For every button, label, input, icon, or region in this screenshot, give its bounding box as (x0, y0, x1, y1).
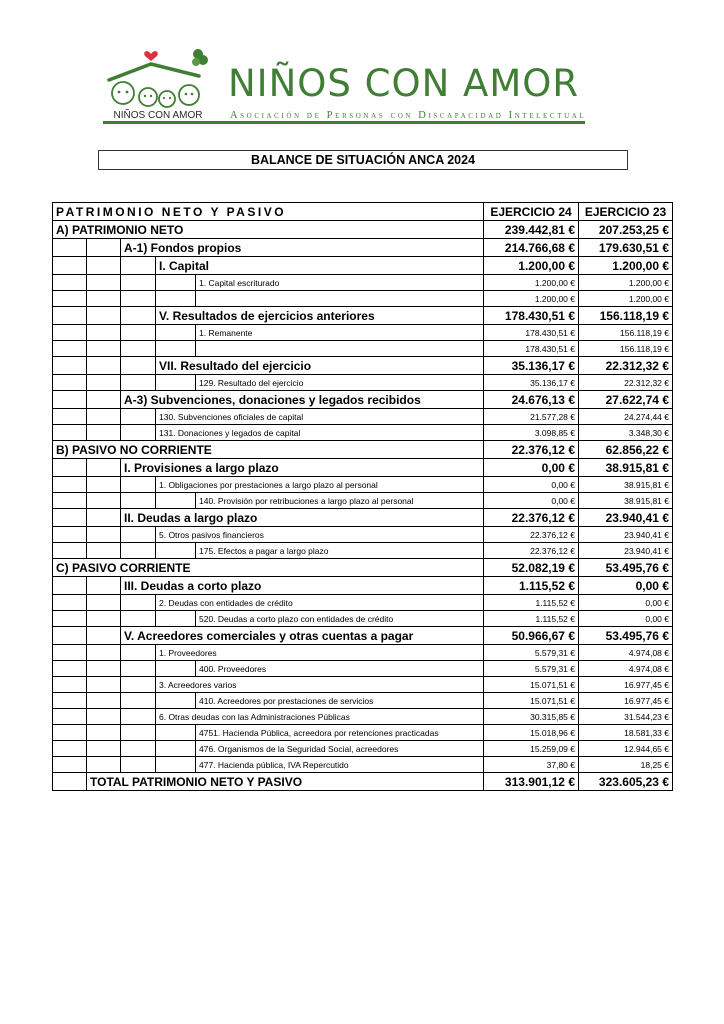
table-row (53, 725, 673, 741)
value-2024: 22.376,12 € (484, 509, 579, 527)
indent-cell (53, 239, 87, 257)
value-2024: 1.200,00 € (484, 291, 579, 307)
indent-cell (156, 375, 196, 391)
indent-cell (87, 611, 121, 627)
value-2024: 50.966,67 € (484, 627, 579, 645)
indent-cell (87, 477, 121, 493)
value-2024: 15.071,51 € (484, 677, 579, 693)
row-label: 4751. Hacienda Pública, acreedora por retenciones practicadas (196, 725, 484, 741)
indent-cell (87, 693, 121, 709)
indent-cell (87, 375, 121, 391)
value-2024: 1.115,52 € (484, 595, 579, 611)
value-2024: 15.071,51 € (484, 693, 579, 709)
indent-cell (121, 677, 156, 693)
indent-cell (121, 661, 156, 677)
table-row (53, 559, 673, 577)
value-2023: 22.312,32 € (579, 375, 673, 391)
indent-cell (121, 543, 156, 559)
table-row (53, 509, 673, 527)
value-2023: 0,00 € (579, 611, 673, 627)
indent-cell (87, 357, 121, 375)
indent-cell (121, 757, 156, 773)
value-2023: 31.544,23 € (579, 709, 673, 725)
indent-cell (121, 693, 156, 709)
indent-cell (87, 595, 121, 611)
column-header-2024: EJERCICIO 24 (484, 203, 579, 221)
indent-cell (121, 725, 156, 741)
indent-cell (53, 409, 87, 425)
heart-icon (144, 51, 158, 61)
value-2023: 1.200,00 € (579, 275, 673, 291)
value-2023: 18,25 € (579, 757, 673, 773)
value-2024: 22.376,12 € (484, 543, 579, 559)
value-2023: 38.915,81 € (579, 477, 673, 493)
value-2024: 35.136,17 € (484, 375, 579, 391)
row-label: 6. Otras deudas con las Administraciones Públicas (156, 709, 484, 725)
indent-cell (53, 773, 87, 791)
indent-cell (87, 509, 121, 527)
indent-cell (87, 459, 121, 477)
row-label: 410. Acreedores por prestaciones de servicios (196, 693, 484, 709)
row-label: 1. Obligaciones por prestaciones a largo plazo al personal (156, 477, 484, 493)
indent-cell (156, 291, 196, 307)
row-label: III. Deudas a corto plazo (121, 577, 484, 595)
row-label: 476. Organismos de la Seguridad Social, acreedores (196, 741, 484, 757)
indent-cell (121, 595, 156, 611)
svg-text:NIÑOS CON AMOR: NIÑOS CON AMOR (113, 110, 203, 121)
org-name: NIÑOS CON AMOR (228, 62, 580, 105)
column-header-2023: EJERCICIO 23 (579, 203, 673, 221)
value-2024: 239.442,81 € (484, 221, 579, 239)
indent-cell (121, 275, 156, 291)
value-2023: 0,00 € (579, 577, 673, 595)
header-divider (103, 121, 585, 124)
table-row (53, 409, 673, 425)
row-label: A) PATRIMONIO NETO (53, 221, 484, 239)
value-2024: 0,00 € (484, 459, 579, 477)
indent-cell (53, 527, 87, 543)
table-row (53, 577, 673, 595)
value-2023: 16.977,45 € (579, 693, 673, 709)
table-row (53, 459, 673, 477)
total-2023: 323.605,23 € (579, 773, 673, 791)
value-2023: 22.312,32 € (579, 357, 673, 375)
indent-cell (121, 477, 156, 493)
row-label: B) PASIVO NO CORRIENTE (53, 441, 484, 459)
indent-cell (156, 275, 196, 291)
value-2024: 15.018,96 € (484, 725, 579, 741)
value-2023: 4.974,08 € (579, 661, 673, 677)
indent-cell (53, 725, 87, 741)
indent-cell (121, 493, 156, 509)
row-label (196, 341, 484, 357)
indent-cell (53, 577, 87, 595)
table-row (53, 627, 673, 645)
table-row (53, 493, 673, 509)
indent-cell (53, 693, 87, 709)
row-label: 175. Efectos a pagar a largo plazo (196, 543, 484, 559)
indent-cell (53, 291, 87, 307)
document-title: BALANCE DE SITUACIÓN ANCA 2024 (98, 150, 628, 170)
indent-cell (156, 661, 196, 677)
row-label: V. Resultados de ejercicios anteriores (156, 307, 484, 325)
row-label: 400. Proveedores (196, 661, 484, 677)
row-label: 2. Deudas con entidades de crédito (156, 595, 484, 611)
balance-table (52, 202, 673, 791)
indent-cell (156, 757, 196, 773)
indent-cell (121, 645, 156, 661)
indent-cell (53, 709, 87, 725)
row-label: 520. Deudas a corto plazo con entidades de crédito (196, 611, 484, 627)
indent-cell (87, 543, 121, 559)
value-2023: 16.977,45 € (579, 677, 673, 693)
value-2024: 24.676,13 € (484, 391, 579, 409)
value-2024: 214.766,68 € (484, 239, 579, 257)
row-label: V. Acreedores comerciales y otras cuentas a pagar (121, 627, 484, 645)
indent-cell (53, 543, 87, 559)
indent-cell (87, 291, 121, 307)
row-label: A-3) Subvenciones, donaciones y legados recibidos (121, 391, 484, 409)
indent-cell (87, 341, 121, 357)
value-2023: 27.622,74 € (579, 391, 673, 409)
indent-cell (87, 741, 121, 757)
table-row (53, 645, 673, 661)
indent-cell (156, 611, 196, 627)
value-2024: 5.579,31 € (484, 645, 579, 661)
value-2023: 62.856,22 € (579, 441, 673, 459)
indent-cell (53, 595, 87, 611)
table-row (53, 709, 673, 725)
indent-cell (121, 307, 156, 325)
value-2024: 1.200,00 € (484, 275, 579, 291)
indent-cell (87, 275, 121, 291)
value-2024: 0,00 € (484, 477, 579, 493)
value-2024: 21.577,28 € (484, 409, 579, 425)
indent-cell (121, 611, 156, 627)
value-2023: 23.940,41 € (579, 509, 673, 527)
row-label: 5. Otros pasivos financieros (156, 527, 484, 543)
table-row (53, 291, 673, 307)
indent-cell (156, 493, 196, 509)
indent-cell (121, 425, 156, 441)
table-header-label: PATRIMONIO NETO Y PASIVO (53, 203, 484, 221)
table-row (53, 595, 673, 611)
indent-cell (121, 409, 156, 425)
value-2024: 5.579,31 € (484, 661, 579, 677)
indent-cell (53, 275, 87, 291)
indent-cell (53, 341, 87, 357)
indent-cell (87, 409, 121, 425)
table-row (53, 325, 673, 341)
table-row (53, 357, 673, 375)
value-2024: 22.376,12 € (484, 527, 579, 543)
value-2024: 1.115,52 € (484, 577, 579, 595)
table-row (53, 741, 673, 757)
table-row (53, 677, 673, 693)
value-2024: 178.430,51 € (484, 341, 579, 357)
indent-cell (121, 375, 156, 391)
row-label: A-1) Fondos propios (121, 239, 484, 257)
value-2023: 1.200,00 € (579, 257, 673, 275)
value-2024: 15.259,09 € (484, 741, 579, 757)
table-row (53, 477, 673, 493)
value-2023: 207.253,25 € (579, 221, 673, 239)
table-row (53, 757, 673, 773)
value-2024: 3.098,85 € (484, 425, 579, 441)
row-label: I. Provisiones a largo plazo (121, 459, 484, 477)
value-2024: 52.082,19 € (484, 559, 579, 577)
indent-cell (87, 577, 121, 595)
indent-cell (53, 425, 87, 441)
value-2023: 12.944,65 € (579, 741, 673, 757)
row-label: C) PASIVO CORRIENTE (53, 559, 484, 577)
ninos-con-amor-logo (103, 46, 213, 122)
row-label (196, 291, 484, 307)
total-label: TOTAL PATRIMONIO NETO Y PASIVO (87, 773, 484, 791)
value-2023: 179.630,51 € (579, 239, 673, 257)
indent-cell (87, 725, 121, 741)
value-2023: 4.974,08 € (579, 645, 673, 661)
indent-cell (53, 627, 87, 645)
org-tagline: Asociación de Personas con Discapacidad Intelectual (230, 110, 587, 121)
total-row (53, 773, 673, 791)
table-row (53, 441, 673, 459)
value-2023: 38.915,81 € (579, 459, 673, 477)
indent-cell (156, 693, 196, 709)
indent-cell (53, 477, 87, 493)
indent-cell (53, 375, 87, 391)
indent-cell (87, 425, 121, 441)
indent-cell (87, 757, 121, 773)
table-row (53, 341, 673, 357)
table-row (53, 693, 673, 709)
indent-cell (53, 611, 87, 627)
row-label: VII. Resultado del ejercicio (156, 357, 484, 375)
table-row (53, 611, 673, 627)
table-row (53, 375, 673, 391)
indent-cell (53, 677, 87, 693)
table-row (53, 425, 673, 441)
total-2024: 313.901,12 € (484, 773, 579, 791)
row-label: 1. Proveedores (156, 645, 484, 661)
value-2024: 178.430,51 € (484, 307, 579, 325)
indent-cell (87, 325, 121, 341)
indent-cell (156, 325, 196, 341)
table-row (53, 543, 673, 559)
value-2023: 0,00 € (579, 595, 673, 611)
indent-cell (121, 257, 156, 275)
value-2023: 24.274,44 € (579, 409, 673, 425)
value-2023: 23.940,41 € (579, 527, 673, 543)
indent-cell (53, 459, 87, 477)
table-row (53, 275, 673, 291)
value-2023: 23.940,41 € (579, 543, 673, 559)
indent-cell (87, 493, 121, 509)
value-2024: 0,00 € (484, 493, 579, 509)
table-row (53, 661, 673, 677)
value-2023: 156.118,19 € (579, 341, 673, 357)
value-2024: 35.136,17 € (484, 357, 579, 375)
table-row (53, 239, 673, 257)
indent-cell (156, 543, 196, 559)
table-row (53, 391, 673, 409)
indent-cell (121, 291, 156, 307)
value-2023: 18.581,33 € (579, 725, 673, 741)
indent-cell (53, 391, 87, 409)
value-2023: 156.118,19 € (579, 325, 673, 341)
value-2023: 53.495,76 € (579, 559, 673, 577)
indent-cell (156, 725, 196, 741)
indent-cell (53, 357, 87, 375)
indent-cell (53, 757, 87, 773)
indent-cell (87, 239, 121, 257)
value-2023: 3.348,30 € (579, 425, 673, 441)
indent-cell (87, 307, 121, 325)
indent-cell (87, 391, 121, 409)
indent-cell (121, 709, 156, 725)
indent-cell (53, 741, 87, 757)
row-label: 140. Provisión por retribuciones a largo plazo al personal (196, 493, 484, 509)
table-row (53, 257, 673, 275)
table-header-row (53, 203, 673, 221)
row-label: I. Capital (156, 257, 484, 275)
indent-cell (53, 325, 87, 341)
indent-cell (87, 257, 121, 275)
indent-cell (87, 677, 121, 693)
table-row (53, 527, 673, 543)
indent-cell (53, 307, 87, 325)
value-2024: 22.376,12 € (484, 441, 579, 459)
value-2024: 1.115,52 € (484, 611, 579, 627)
row-label: 1. Capital escriturado (196, 275, 484, 291)
indent-cell (156, 741, 196, 757)
indent-cell (87, 627, 121, 645)
row-label: 130. Subvenciones oficiales de capital (156, 409, 484, 425)
value-2024: 178.430,51 € (484, 325, 579, 341)
value-2024: 30.315,85 € (484, 709, 579, 725)
indent-cell (87, 661, 121, 677)
indent-cell (53, 661, 87, 677)
indent-cell (121, 527, 156, 543)
value-2023: 53.495,76 € (579, 627, 673, 645)
row-label: 3. Acreedores varios (156, 677, 484, 693)
indent-cell (53, 645, 87, 661)
indent-cell (156, 341, 196, 357)
indent-cell (53, 257, 87, 275)
value-2024: 37,80 € (484, 757, 579, 773)
indent-cell (53, 493, 87, 509)
table-row (53, 221, 673, 239)
row-label: 477. Hacienda pública, IVA Repercutido (196, 757, 484, 773)
indent-cell (53, 509, 87, 527)
row-label: II. Deudas a largo plazo (121, 509, 484, 527)
indent-cell (121, 325, 156, 341)
indent-cell (87, 527, 121, 543)
value-2023: 38.915,81 € (579, 493, 673, 509)
indent-cell (87, 709, 121, 725)
value-2023: 156.118,19 € (579, 307, 673, 325)
row-label: 131. Donaciones y legados de capital (156, 425, 484, 441)
indent-cell (121, 341, 156, 357)
value-2023: 1.200,00 € (579, 291, 673, 307)
value-2024: 1.200,00 € (484, 257, 579, 275)
indent-cell (87, 645, 121, 661)
row-label: 129. Resultado del ejercicio (196, 375, 484, 391)
indent-cell (121, 741, 156, 757)
table-row (53, 307, 673, 325)
row-label: 1. Remanente (196, 325, 484, 341)
indent-cell (121, 357, 156, 375)
